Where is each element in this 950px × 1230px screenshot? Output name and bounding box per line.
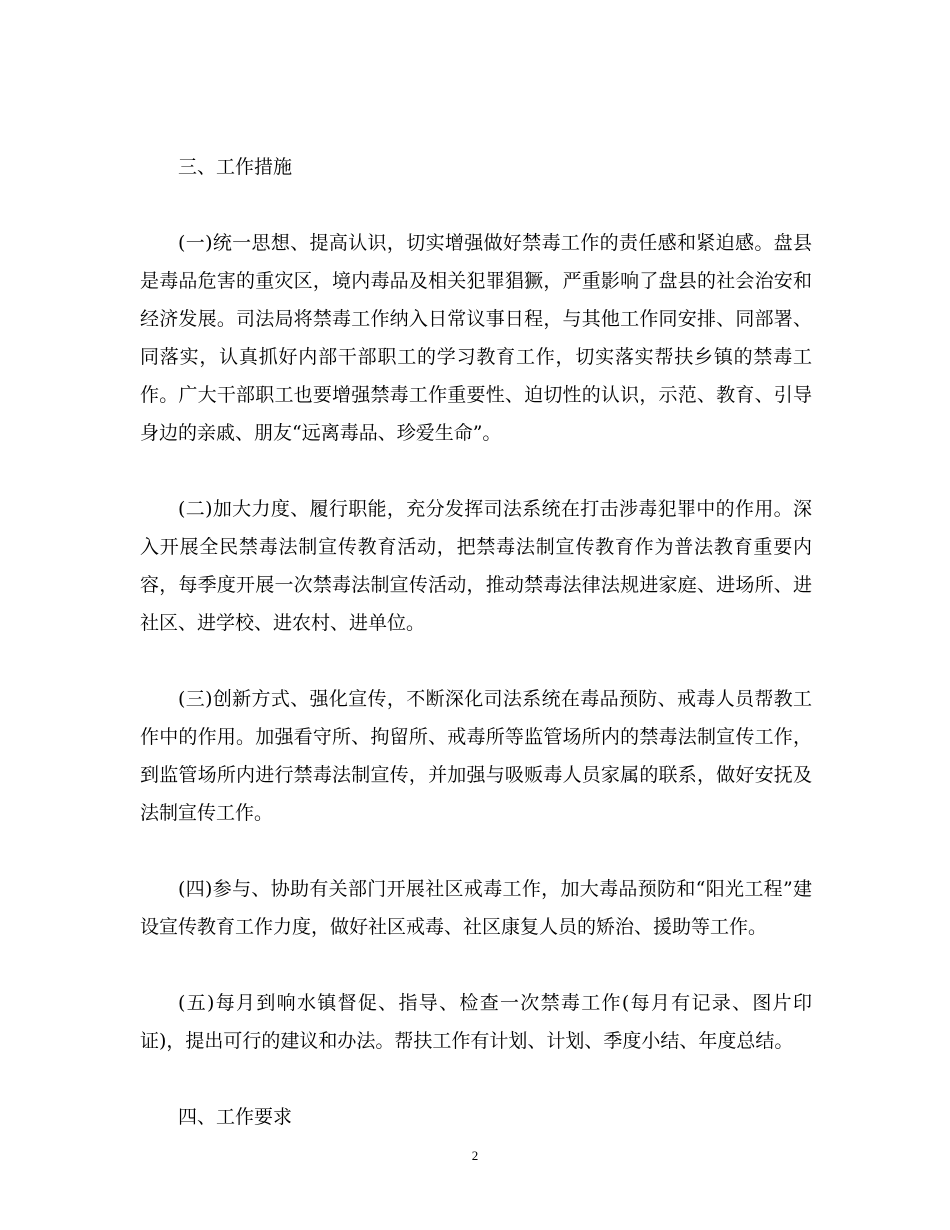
paragraph-3: (三)创新方式、强化宣传，不断深化司法系统在毒品预防、戒毒人员帮教工作中的作用。加强看守所、拘留所、戒毒所等监管场所内的禁毒法制宣传工作，到监管场所内进行禁毒法制宣传，并加强与吸贩毒人员家属的联系，做好安抚及法制宣传工作。 (140, 688, 812, 824)
paragraph-2: (二)加大力度、履行职能，充分发挥司法系统在打击涉毒犯罪中的作用。深入开展全民禁毒法制宣传教育活动，把禁毒法制宣传教育作为普法教育重要内容，每季度开展一次禁毒法制宣传活动，推动禁毒法律法规进家庭、进场所、进社区、进学校、进农村、进单位。 (140, 498, 812, 634)
paragraph-1: (一)统一思想、提高认识，切实增强做好禁毒工作的责任感和紧迫感。盘县是毒品危害的重灾区，境内毒品及相关犯罪猖獗，严重影响了盘县的社会治安和经济发展。司法局将禁毒工作纳入日常议事日程，与其他工作同安排、同部署、同落实，认真抓好内部干部职工的学习教育工作，切实落实帮扶乡镇的禁毒工作。广大干部职工也要增强禁毒工作重要性、迫切性的认识，示范、教育、引导身边的亲戚、朋友“远离毒品、珍爱生命”。 (140, 232, 812, 444)
section-heading-requirements: 四、工作要求 (178, 1106, 293, 1128)
page-number: 2 (471, 1148, 479, 1163)
section-heading-measures: 三、工作措施 (178, 156, 293, 178)
paragraph-4: (四)参与、协助有关部门开展社区戒毒工作，加大毒品预防和“阳光工程”建设宣传教育工作力度，做好社区戒毒、社区康复人员的矫治、援助等工作。 (140, 878, 812, 938)
document-body (140, 148, 812, 1136)
paragraph-5: (五)每月到响水镇督促、指导、检查一次禁毒工作(每月有记录、图片印证)，提出可行的建议和办法。帮扶工作有计划、计划、季度小结、年度总结。 (140, 992, 812, 1052)
